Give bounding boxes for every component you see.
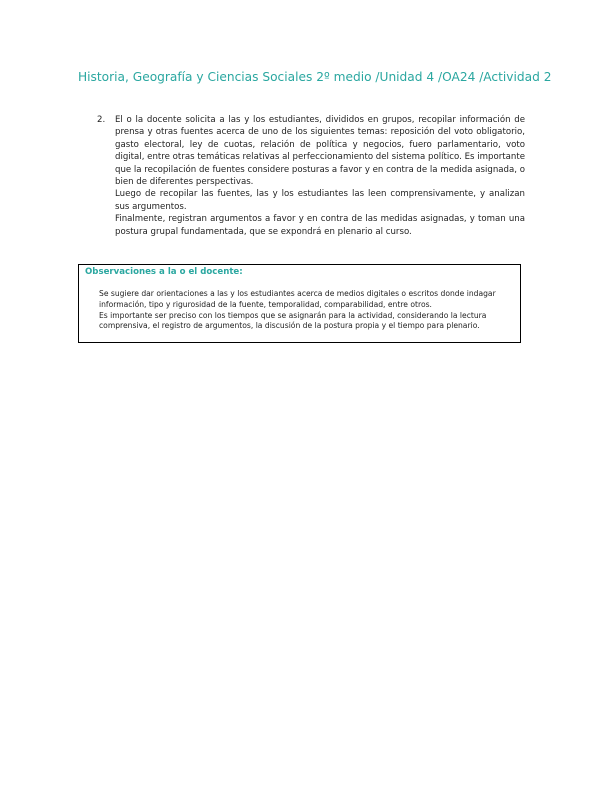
activity-number: 2. [97,115,106,125]
activity-paragraph: El o la docente solicita a las y los estudiantes, divididos en grupos, recopilar información de prensa y otras fuentes acerca de uno de los siguientes temas: reposición del voto obligatorio, gasto electoral, ley de cuotas, relación de política y negocios, fuero parlamentario, voto digital, entre otras temáticas relativas al perfeccionamiento del sistema político. Es importante que la recopilación de fuentes considere posturas a favor y en contra de la medida asignada, o bien de diferentes perspectivas. [115,115,525,188]
activity-paragraph: Luego de recopilar las fuentes, las y los estudiantes las leen comprensivamente, y analizan sus argumentos. [115,189,525,212]
observation-paragraph: Es importante ser preciso con los tiempos que se asignarán para la actividad, considerando la lectura comprensiva, el registro de argumentos, la discusión de la postura propia y el tiempo para plenario. [99,310,487,331]
activity-body [115,114,525,238]
teacher-observations-box [78,264,521,343]
activity-paragraph: Finalmente, registran argumentos a favor y en contra de las medidas asignadas, y toman una postura grupal fundamentada, que se expondrá en plenario al curso. [115,214,525,237]
page-title: Historia, Geografía y Ciencias Sociales 2º medio /Unidad 4 /OA24 /Actividad 2 [78,70,552,84]
activity-item [97,114,525,238]
observations-body [99,289,513,332]
observations-title: Observaciones a la o el docente: [85,267,243,277]
observation-paragraph: Se sugiere dar orientaciones a las y los estudiantes acerca de medios digitales o escritos donde indagar información, tipo y rigurosidad de la fuente, temporalidad, comparabilidad, entre otros. [99,289,496,309]
